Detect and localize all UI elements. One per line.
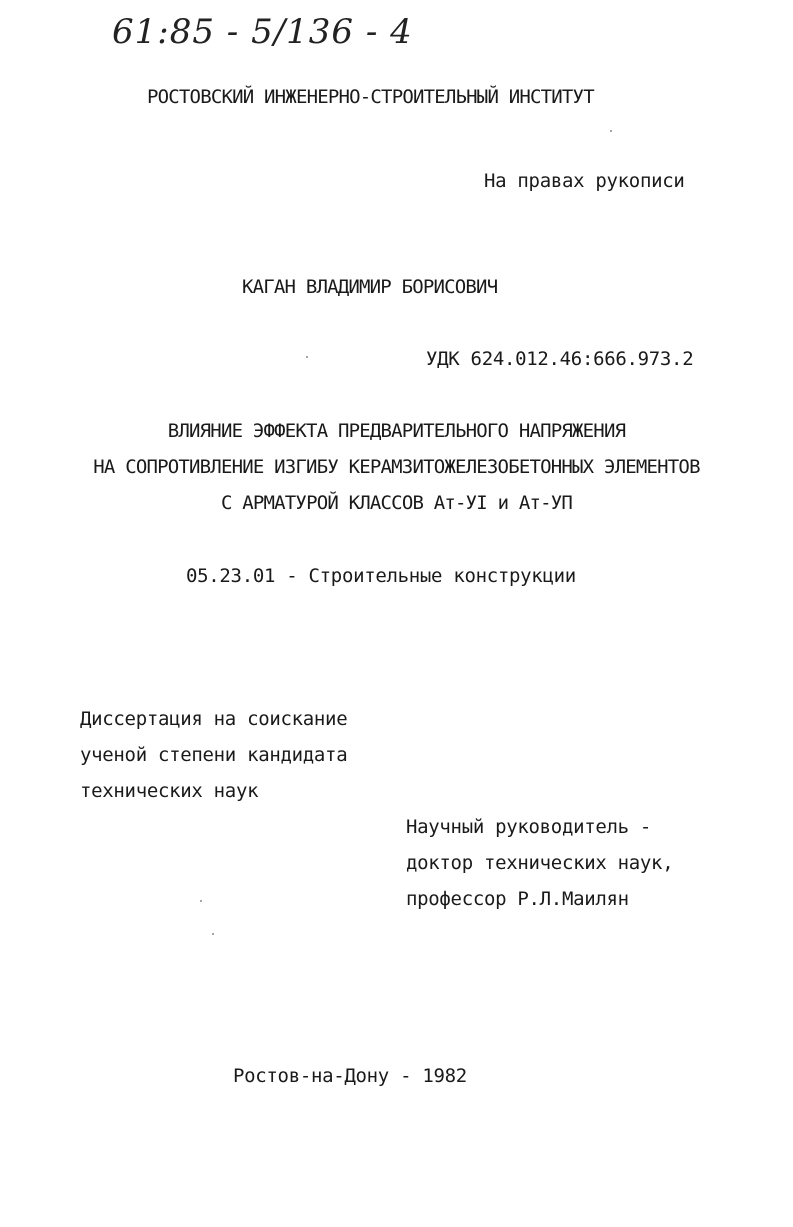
archive-mark: 61:85 - 5/136 - 4	[112, 12, 413, 52]
dissertation-line: Диссертация на соискание	[80, 708, 348, 730]
manuscript-rights: На правах рукописи	[484, 170, 685, 192]
place-year: Ростов-на-Дону - 1982	[233, 1065, 467, 1087]
supervisor-line: доктор технических наук,	[406, 852, 674, 874]
scan-speck	[212, 933, 214, 935]
dissertation-line: технических наук	[80, 780, 259, 802]
specialty-code: 05.23.01 - Строительные конструкции	[186, 565, 576, 587]
title-line: ВЛИЯНИЕ ЭФФЕКТА ПРЕДВАРИТЕЛЬНОГО НАПРЯЖЕНИЯ	[167, 420, 626, 442]
dissertation-line: ученой степени кандидата	[80, 744, 348, 766]
title-line: НА СОПРОТИВЛЕНИЕ ИЗГИБУ КЕРАМЗИТОЖЕЛЕЗОБЕТОННЫХ ЭЛЕМЕНТОВ	[93, 456, 700, 478]
title-line: С АРМАТУРОЙ КЛАССОВ Ат-УI и Ат-УП	[220, 492, 573, 514]
institute-name: РОСТОВСКИЙ ИНЖЕНЕРНО-СТРОИТЕЛЬНЫЙ ИНСТИТУТ	[147, 86, 594, 108]
scan-speck	[306, 356, 308, 358]
udc-code: УДК 624.012.46:666.973.2	[426, 348, 694, 370]
scan-speck	[200, 900, 202, 902]
author-name: КАГАН ВЛАДИМИР БОРИСОВИЧ	[242, 276, 498, 298]
supervisor-line: Научный руководитель -	[406, 816, 652, 838]
scan-speck	[610, 130, 612, 132]
supervisor-line: профессор Р.Л.Маилян	[406, 888, 629, 910]
